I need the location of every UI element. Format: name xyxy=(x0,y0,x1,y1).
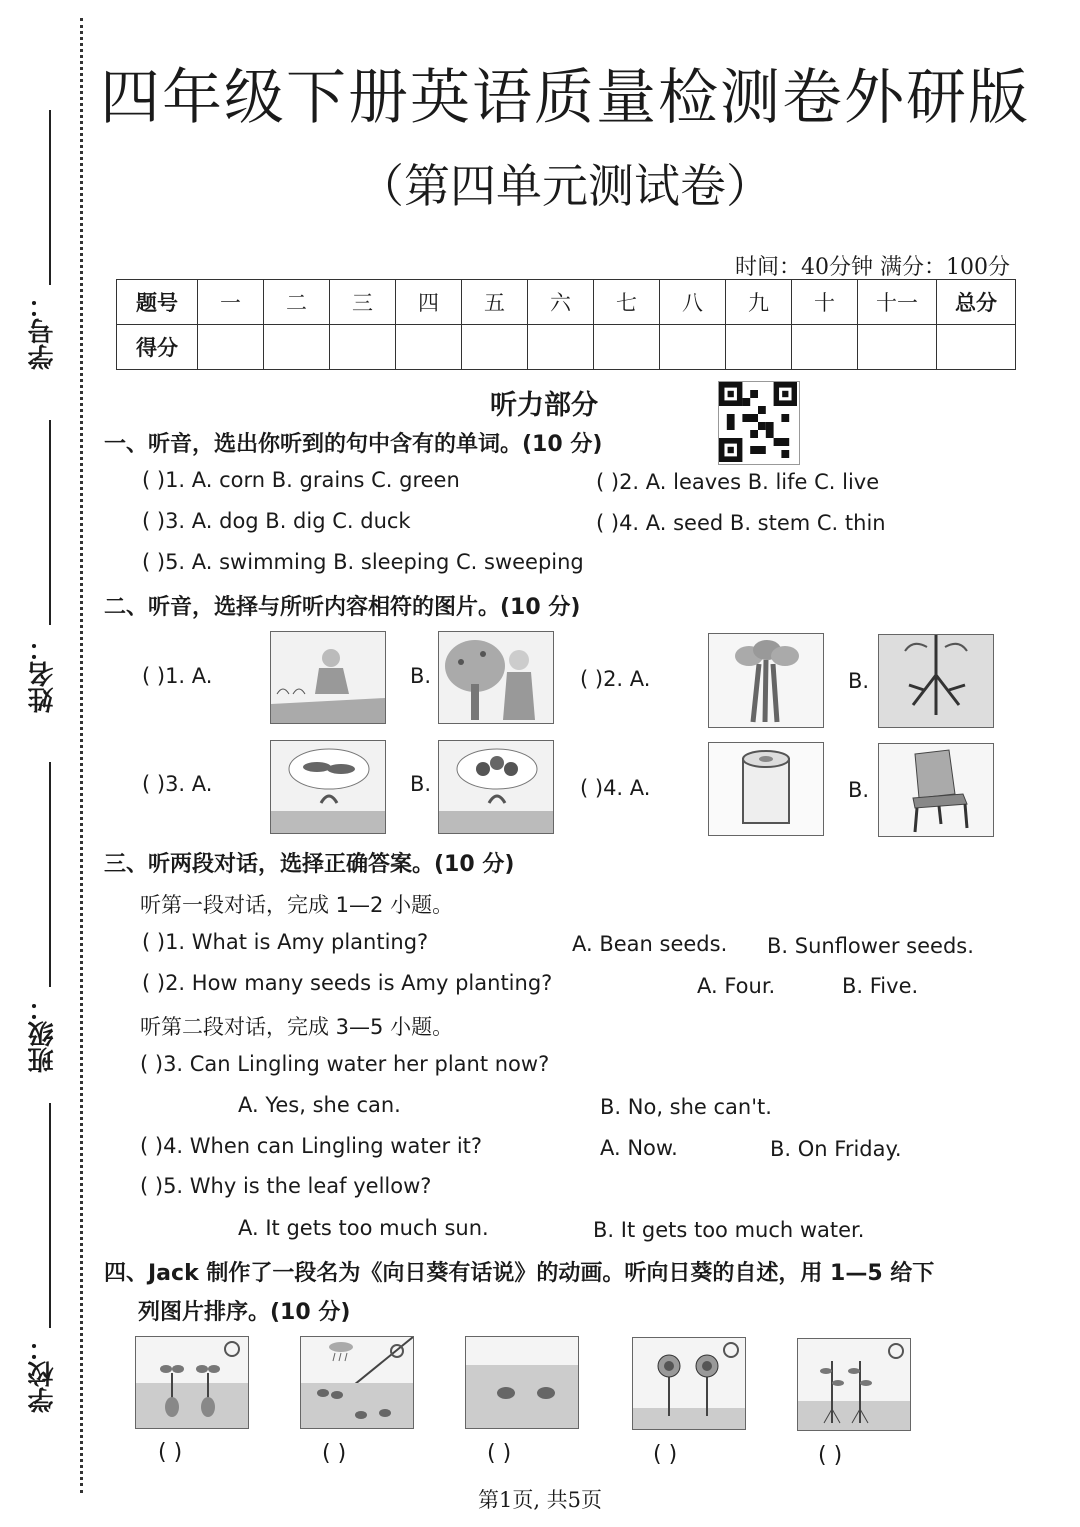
seeds-in-soil-image[interactable] xyxy=(465,1336,579,1429)
sec2-q1-num: 1. A. xyxy=(165,664,213,688)
score-cell[interactable] xyxy=(528,325,594,370)
sec2-q2-num: 2. A. xyxy=(603,667,651,691)
score-cell[interactable] xyxy=(198,325,264,370)
sec1-q3 xyxy=(142,509,411,533)
answer-paren[interactable]: ( ) xyxy=(142,509,166,533)
score-cell[interactable] xyxy=(396,325,462,370)
sec3-intro1: 听第一段对话，完成 1—2 小题。 xyxy=(140,893,454,917)
sec2-q3 xyxy=(142,772,212,796)
score-cell[interactable] xyxy=(660,325,726,370)
listening-title: 听力部分 xyxy=(490,390,598,421)
qr-code-icon[interactable] xyxy=(718,381,800,465)
sec2-q2-b: B. xyxy=(848,669,870,693)
score-cell[interactable] xyxy=(726,325,792,370)
class-label: 班级： xyxy=(28,995,58,1073)
farmer-planting-image[interactable] xyxy=(270,631,386,724)
rain-sun-seeds-image[interactable] xyxy=(300,1336,414,1429)
col-7: 七 xyxy=(594,280,660,325)
school-line xyxy=(49,1103,51,1328)
order-paren-5[interactable]: ( ) xyxy=(818,1443,843,1468)
answer-paren[interactable]: ( ) xyxy=(596,470,620,494)
sec1-heading: 一、听音，选出你听到的句中含有的单词。(10 分) xyxy=(104,432,603,457)
answer-paren[interactable]: ( ) xyxy=(596,511,620,535)
answer-paren[interactable]: ( ) xyxy=(142,971,166,995)
sec3-q5-text: 5. Why is the leaf yellow? xyxy=(163,1174,432,1198)
sec3-q4-text: 4. When can Lingling water it? xyxy=(163,1134,483,1158)
col-10: 十 xyxy=(792,280,858,325)
sec3-q2-text: 2. How many seeds is Amy planting? xyxy=(165,971,553,995)
col-3: 三 xyxy=(330,280,396,325)
page-title: 四年级下册英语质量检测卷外研版 xyxy=(100,63,1030,133)
answer-paren[interactable]: ( ) xyxy=(580,776,604,800)
sprout-image[interactable] xyxy=(135,1336,249,1429)
sec3-q4 xyxy=(140,1134,482,1158)
sec3-q1 xyxy=(142,930,428,954)
sec3-heading: 三、听两段对话，选择正确答案。(10 分) xyxy=(104,852,515,877)
score-cell[interactable] xyxy=(937,325,1016,370)
sec2-q4-b: B. xyxy=(848,778,870,802)
score-table xyxy=(116,279,1016,370)
col-6: 六 xyxy=(528,280,594,325)
score-cell[interactable] xyxy=(264,325,330,370)
name-label: 姓名： xyxy=(28,635,58,713)
answer-paren[interactable]: ( ) xyxy=(142,468,166,492)
col-8: 八 xyxy=(660,280,726,325)
time-info: 时间：40分钟 满分：100分 xyxy=(735,255,1010,280)
name-line xyxy=(49,420,51,625)
celery-image[interactable] xyxy=(708,633,824,728)
answer-paren[interactable]: ( ) xyxy=(142,550,166,574)
planting-tomatoes-image[interactable] xyxy=(438,740,554,834)
sec3-q3-b: B. No, she can't. xyxy=(600,1095,772,1119)
sec2-q3-b: B. xyxy=(410,772,432,796)
sec2-q1 xyxy=(142,664,212,688)
col-5: 五 xyxy=(462,280,528,325)
sec2-q1-b: B. xyxy=(410,664,432,688)
sec1-q2 xyxy=(596,470,879,494)
page-footer: 第1页, 共5页 xyxy=(477,1488,603,1512)
page-subtitle: （第四单元测试卷） xyxy=(358,159,772,213)
score-cell[interactable] xyxy=(792,325,858,370)
sec3-q2 xyxy=(142,971,552,995)
col-4: 四 xyxy=(396,280,462,325)
sec3-q2-b: B. Five. xyxy=(842,974,919,998)
row-header-score: 得分 xyxy=(117,325,198,370)
sec1-q5-text: 5. A. swimming B. sleeping C. sweeping xyxy=(165,550,584,574)
sec1-q1-text: 1. A. corn B. grains C. green xyxy=(165,468,460,492)
sec3-q1-text: 1. What is Amy planting? xyxy=(165,930,429,954)
sec2-q2 xyxy=(580,667,650,691)
sec1-q4-text: 4. A. seed B. stem C. thin xyxy=(619,511,886,535)
binding-dotted-line xyxy=(80,18,83,1493)
answer-paren[interactable]: ( ) xyxy=(142,664,166,688)
score-cell[interactable] xyxy=(462,325,528,370)
sec3-q3 xyxy=(140,1052,549,1076)
sec3-q1-b: B. Sunflower seeds. xyxy=(767,934,974,958)
sec1-q2-text: 2. A. leaves B. life C. live xyxy=(619,470,880,494)
sec3-q5-b: B. It gets too much water. xyxy=(593,1218,865,1242)
order-paren-2[interactable]: ( ) xyxy=(322,1441,347,1466)
answer-paren[interactable]: ( ) xyxy=(140,1134,164,1158)
planting-beans-image[interactable] xyxy=(270,740,386,834)
sec1-q3-text: 3. A. dog B. dig C. duck xyxy=(165,509,411,533)
sec3-q4-a: A. Now. xyxy=(600,1136,678,1160)
score-cell[interactable] xyxy=(594,325,660,370)
sec3-q3-a: A. Yes, she can. xyxy=(238,1093,401,1117)
col-total: 总分 xyxy=(937,280,1016,325)
sec3-q2-a: A. Four. xyxy=(697,974,776,998)
score-cell[interactable] xyxy=(858,325,937,370)
col-9: 九 xyxy=(726,280,792,325)
school-label: 学校： xyxy=(28,1335,58,1413)
answer-paren[interactable]: ( ) xyxy=(140,1174,164,1198)
sec3-q5-a: A. It gets too much sun. xyxy=(238,1216,489,1240)
order-paren-4[interactable]: ( ) xyxy=(653,1442,678,1467)
sec1-q1 xyxy=(142,468,460,492)
toilet-paper-image[interactable] xyxy=(708,742,824,836)
sec3-q5 xyxy=(140,1174,431,1198)
sec2-q4-num: 4. A. xyxy=(603,776,651,800)
sunflowers-image[interactable] xyxy=(632,1337,746,1430)
roots-image[interactable] xyxy=(878,634,994,728)
row-header-number: 题号 xyxy=(117,280,198,325)
student-no-label: 学号： xyxy=(28,292,58,370)
class-line xyxy=(49,762,51,987)
answer-paren[interactable]: ( ) xyxy=(142,772,166,796)
answer-paren[interactable]: ( ) xyxy=(580,667,604,691)
student-no-line xyxy=(49,110,51,285)
sec1-q4 xyxy=(596,511,886,535)
sec3-q3-text: 3. Can Lingling water her plant now? xyxy=(163,1052,550,1076)
sec1-q5 xyxy=(142,550,584,574)
col-11: 十一 xyxy=(858,280,937,325)
score-cell[interactable] xyxy=(330,325,396,370)
sec3-intro2: 听第二段对话，完成 3—5 小题。 xyxy=(140,1015,454,1039)
sec3-q4-b: B. On Friday. xyxy=(770,1137,902,1161)
sec2-q3-num: 3. A. xyxy=(165,772,213,796)
sec4-heading-line1: 四、Jack 制作了一段名为《向日葵有话说》的动画。听向日葵的自述，用 1—5 给下 xyxy=(104,1261,935,1286)
order-paren-3[interactable]: ( ) xyxy=(487,1441,512,1466)
answer-paren[interactable]: ( ) xyxy=(142,930,166,954)
order-paren-1[interactable]: ( ) xyxy=(158,1440,183,1465)
boy-apple-tree-image[interactable] xyxy=(438,631,554,724)
score-table-row-score xyxy=(117,325,1016,370)
sec2-heading: 二、听音，选择与所听内容相符的图片。(10 分) xyxy=(104,595,581,620)
col-1: 一 xyxy=(198,280,264,325)
seedlings-roots-image[interactable] xyxy=(797,1338,911,1431)
score-table-row-number xyxy=(117,280,1016,325)
sec4-heading-line2: 列图片排序。(10 分) xyxy=(138,1300,351,1325)
answer-paren[interactable]: ( ) xyxy=(140,1052,164,1076)
sec3-q1-a: A. Bean seeds. xyxy=(572,932,728,956)
chair-image[interactable] xyxy=(878,743,994,837)
col-2: 二 xyxy=(264,280,330,325)
sec2-q4 xyxy=(580,776,650,800)
